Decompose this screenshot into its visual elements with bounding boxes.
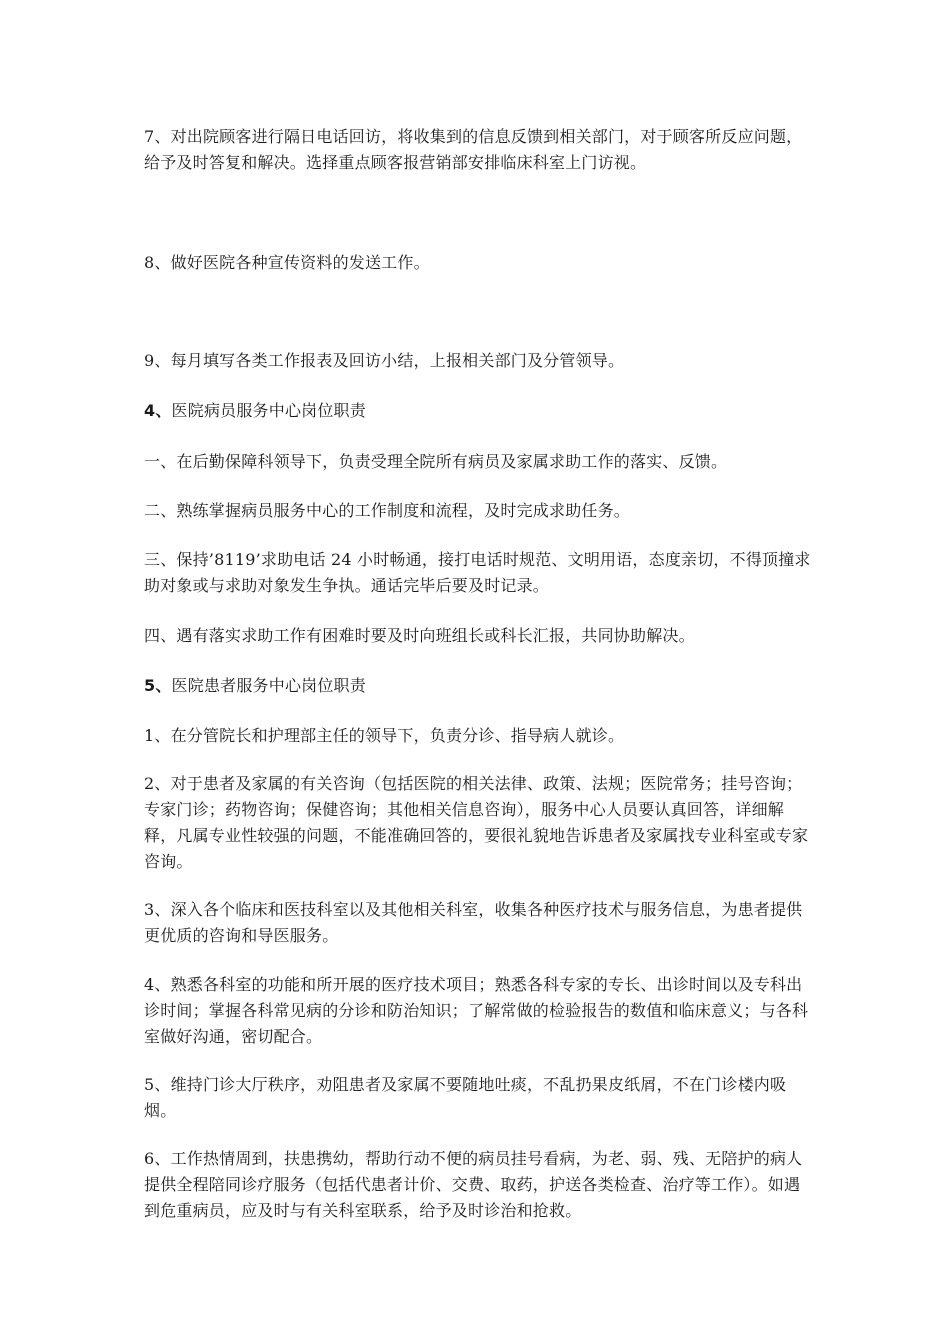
paragraph-item-8: 8、做好医院各种宣传资料的发送工作。 <box>144 253 430 272</box>
paragraph-item-9: 9、每月填写各类工作报表及回访小结，上报相关部门及分管领导。 <box>144 351 625 370</box>
section-number: 5、 <box>144 676 172 695</box>
section-heading-5 <box>144 673 812 699</box>
section-title: 医院病员服务中心岗位职责 <box>171 401 366 420</box>
paragraph-duty-3: 三、保持’8119’求助电话 24 小时畅通，接打电话时规范、文明用语，态度亲切，不得顶撞求助对象或与求助对象发生争执。通话完毕后要及时记录。 <box>144 550 811 595</box>
paragraph-item-5: 5、维持门诊大厅秩序，劝阻患者及家属不要随地吐痰，不乱扔果皮纸屑，不在门诊楼内吸烟。 <box>144 1075 787 1120</box>
paragraph-item-6: 6、工作热情周到，扶患携幼，帮助行动不便的病员挂号看病，为老、弱、残、无陪护的病人提供全程陪同诊疗服务（包括代患者计价、交费、取药，护送各类检查、治疗等工作）。如遇到危重病员，应及时与有关科室联系，给予及时诊治和抢救。 <box>144 1149 803 1220</box>
section-number: 4、 <box>144 401 172 420</box>
paragraph-item-7: 7、对出院顾客进行隔日电话回访，将收集到的信息反馈到相关部门，对于顾客所反应问题，给予及时答复和解决。选择重点顾客报营销部安排临床科室上门访视。 <box>144 127 803 172</box>
section-title: 医院患者服务中心岗位职责 <box>171 676 366 695</box>
paragraph-item-4: 4、熟悉各科室的功能和所开展的医疗技术项目；熟悉各科专家的专长、出诊时间以及专科出诊时间；掌握各科常见病的分诊和防治知识；了解常做的检验报告的数值和临床意义；与各科室做好沟通，密切配合。 <box>144 975 809 1046</box>
paragraph-duty-4: 四、遇有落实求助工作有困难时要及时向班组长或科长汇报，共同协助解决。 <box>144 626 695 645</box>
section-heading-4 <box>144 398 812 424</box>
paragraph-item-2: 2、对于患者及家属的有关咨询（包括医院的相关法律、政策、法规；医院常务；挂号咨询；专家门诊；药物咨询；保健咨询；其他相关信息咨询），服务中心人员要认真回答，详细解释，凡属专业性较强的问题，不能准确回答的，要很礼貌地告诉患者及家属找专业科室或专家咨询。 <box>144 774 809 871</box>
paragraph-duty-1: 一、在后勤保障科领导下，负责受理全院所有病员及家属求助工作的落实、反馈。 <box>144 452 728 471</box>
paragraph-item-1: 1、在分管院长和护理部主任的领导下，负责分诊、指导病人就诊。 <box>144 726 625 745</box>
paragraph-duty-2: 二、熟练掌握病员服务中心的工作制度和流程，及时完成求助任务。 <box>144 501 631 520</box>
paragraph-item-3: 3、深入各个临床和医技科室以及其他相关科室，收集各种医疗技术与服务信息，为患者提供更优质的咨询和导医服务。 <box>144 900 803 945</box>
